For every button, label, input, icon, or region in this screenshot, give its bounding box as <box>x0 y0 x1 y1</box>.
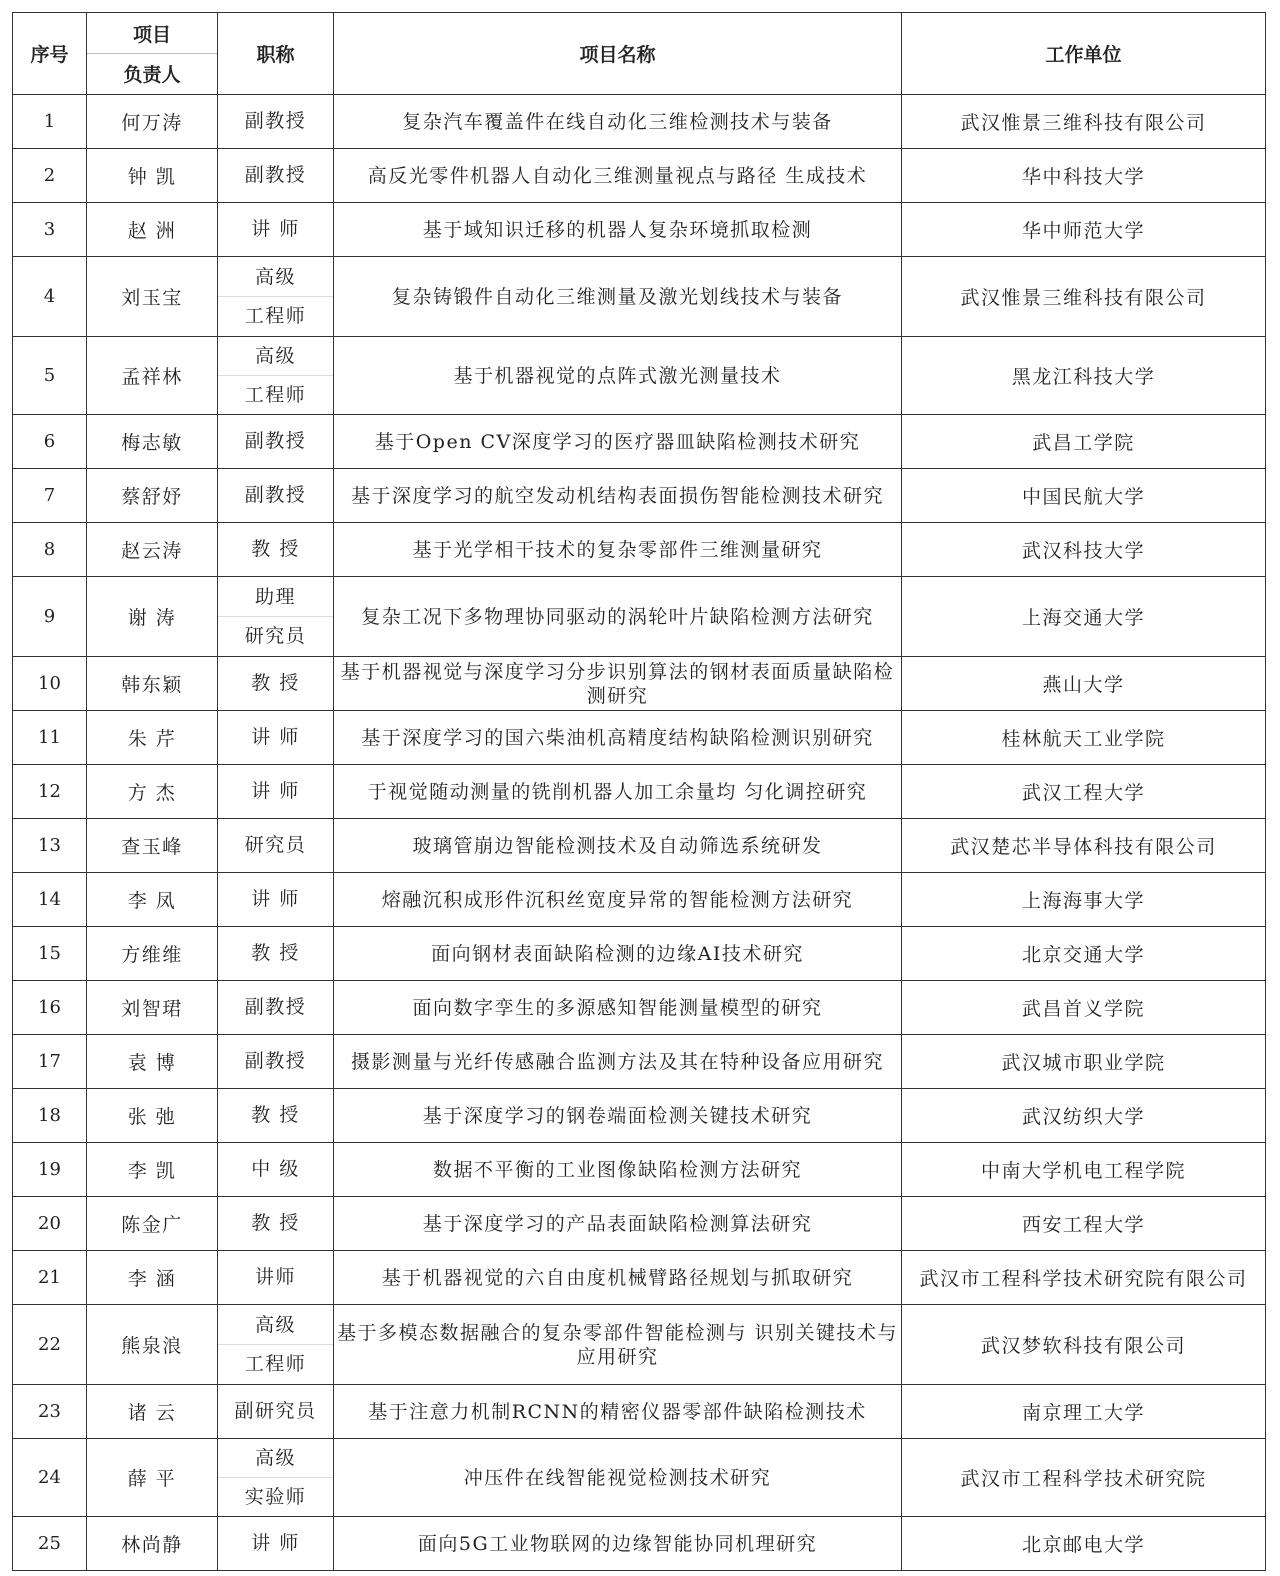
row-number: 3 <box>13 203 87 257</box>
project-name: 基于深度学习的钢卷端面检测关键技术研究 <box>334 1089 902 1143</box>
row-number: 7 <box>13 469 87 523</box>
table-row <box>13 1035 1266 1089</box>
row-number: 8 <box>13 523 87 577</box>
leader-name: 蔡舒妤 <box>87 469 218 523</box>
header-leader <box>87 13 218 95</box>
leader-name: 熊泉浪 <box>87 1305 218 1385</box>
project-name: 基于Open CV深度学习的医疗器皿缺陷检测技术研究 <box>334 415 902 469</box>
work-unit: 武汉城市职业学院 <box>902 1035 1266 1089</box>
project-name: 基于深度学习的航空发动机结构表面损伤智能检测技术研究 <box>334 469 902 523</box>
header-leader-line2: 负责人 <box>123 64 181 87</box>
project-name: 面向5G工业物联网的边缘智能协同机理研究 <box>334 1517 902 1571</box>
project-name: 基于多模态数据融合的复杂零部件智能检测与 识别关键技术与应用研究 <box>334 1305 902 1385</box>
leader-name: 钟 凯 <box>87 149 218 203</box>
project-name: 冲压件在线智能视觉检测技术研究 <box>334 1439 902 1517</box>
leader-name: 赵云涛 <box>87 523 218 577</box>
job-title: 副教授 <box>218 981 334 1035</box>
leader-name: 方维维 <box>87 927 218 981</box>
work-unit: 西安工程大学 <box>902 1197 1266 1251</box>
job-title: 教 授 <box>218 523 334 577</box>
work-unit: 武昌工学院 <box>902 415 1266 469</box>
row-number: 24 <box>13 1439 87 1517</box>
job-title-line: 工程师 <box>244 1353 307 1375</box>
table-row <box>13 981 1266 1035</box>
table-row <box>13 1385 1266 1439</box>
leader-name: 李 涵 <box>87 1251 218 1305</box>
job-title-line: 助理 <box>218 578 333 617</box>
work-unit: 武汉惟景三维科技有限公司 <box>902 257 1266 337</box>
table-row <box>13 203 1266 257</box>
work-unit: 上海交通大学 <box>902 577 1266 657</box>
work-unit: 武汉惟景三维科技有限公司 <box>902 95 1266 149</box>
table-row <box>13 95 1266 149</box>
leader-name: 陈金广 <box>87 1197 218 1251</box>
job-title-line: 工程师 <box>244 305 307 327</box>
table-row <box>13 149 1266 203</box>
work-unit: 武汉梦软科技有限公司 <box>902 1305 1266 1385</box>
project-name: 基于光学相干技术的复杂零部件三维测量研究 <box>334 523 902 577</box>
project-name: 复杂铸锻件自动化三维测量及激光划线技术与装备 <box>334 257 902 337</box>
project-name: 摄影测量与光纤传感融合监测方法及其在特种设备应用研究 <box>334 1035 902 1089</box>
project-name: 数据不平衡的工业图像缺陷检测方法研究 <box>334 1143 902 1197</box>
job-title: 讲 师 <box>218 765 334 819</box>
work-unit: 北京交通大学 <box>902 927 1266 981</box>
project-name: 基于机器视觉的六自由度机械臂路径规划与抓取研究 <box>334 1251 902 1305</box>
leader-name: 查玉峰 <box>87 819 218 873</box>
job-title: 讲 师 <box>218 711 334 765</box>
header-no: 序号 <box>13 13 87 95</box>
work-unit: 北京邮电大学 <box>902 1517 1266 1571</box>
job-title: 教 授 <box>218 657 334 711</box>
job-title-line: 高级 <box>218 1306 333 1345</box>
project-table <box>12 12 1266 1571</box>
leader-name: 刘玉宝 <box>87 257 218 337</box>
row-number: 10 <box>13 657 87 711</box>
table-row <box>13 1439 1266 1517</box>
row-number: 1 <box>13 95 87 149</box>
leader-name: 孟祥林 <box>87 337 218 415</box>
job-title: 教 授 <box>218 1197 334 1251</box>
project-name: 高反光零件机器人自动化三维测量视点与路径 生成技术 <box>334 149 902 203</box>
job-title: 讲 师 <box>218 1517 334 1571</box>
leader-name: 诸 云 <box>87 1385 218 1439</box>
project-name: 基于机器视觉与深度学习分步识别算法的钢材表面质量缺陷检测研究 <box>334 657 902 711</box>
job-title <box>218 577 334 657</box>
header-row <box>13 13 1266 95</box>
work-unit: 武汉工程大学 <box>902 765 1266 819</box>
leader-name: 张 弛 <box>87 1089 218 1143</box>
header-unit: 工作单位 <box>902 13 1266 95</box>
project-name: 复杂汽车覆盖件在线自动化三维检测技术与装备 <box>334 95 902 149</box>
leader-name: 赵 洲 <box>87 203 218 257</box>
job-title-line: 高级 <box>218 258 333 297</box>
leader-name: 李 凤 <box>87 873 218 927</box>
job-title <box>218 1305 334 1385</box>
row-number: 12 <box>13 765 87 819</box>
leader-name: 朱 芹 <box>87 711 218 765</box>
table-row <box>13 927 1266 981</box>
job-title-line: 研究员 <box>244 625 307 647</box>
project-name: 基于机器视觉的点阵式激光测量技术 <box>334 337 902 415</box>
row-number: 19 <box>13 1143 87 1197</box>
job-title: 副教授 <box>218 149 334 203</box>
row-number: 2 <box>13 149 87 203</box>
job-title: 教 授 <box>218 1089 334 1143</box>
project-name: 玻璃管崩边智能检测技术及自动筛选系统研发 <box>334 819 902 873</box>
work-unit: 武汉纺织大学 <box>902 1089 1266 1143</box>
row-number: 20 <box>13 1197 87 1251</box>
job-title: 副教授 <box>218 1035 334 1089</box>
job-title <box>218 1439 334 1517</box>
job-title: 讲 师 <box>218 873 334 927</box>
table-row <box>13 523 1266 577</box>
project-name: 于视觉随动测量的铣削机器人加工余量均 匀化调控研究 <box>334 765 902 819</box>
table-row <box>13 1305 1266 1385</box>
header-project: 项目名称 <box>334 13 902 95</box>
job-title: 讲 师 <box>218 203 334 257</box>
table-row <box>13 873 1266 927</box>
work-unit: 中国民航大学 <box>902 469 1266 523</box>
work-unit: 上海海事大学 <box>902 873 1266 927</box>
leader-name: 方 杰 <box>87 765 218 819</box>
row-number: 14 <box>13 873 87 927</box>
job-title: 副教授 <box>218 469 334 523</box>
row-number: 5 <box>13 337 87 415</box>
row-number: 17 <box>13 1035 87 1089</box>
work-unit: 武汉科技大学 <box>902 523 1266 577</box>
table-row <box>13 415 1266 469</box>
project-name: 复杂工况下多物理协同驱动的涡轮叶片缺陷检测方法研究 <box>334 577 902 657</box>
table-row <box>13 711 1266 765</box>
job-title <box>218 257 334 337</box>
row-number: 23 <box>13 1385 87 1439</box>
table-row <box>13 1197 1266 1251</box>
row-number: 21 <box>13 1251 87 1305</box>
leader-name: 韩东颖 <box>87 657 218 711</box>
leader-name: 梅志敏 <box>87 415 218 469</box>
row-number: 22 <box>13 1305 87 1385</box>
work-unit: 武昌首义学院 <box>902 981 1266 1035</box>
table-body <box>13 95 1266 1571</box>
leader-name: 刘智珺 <box>87 981 218 1035</box>
row-number: 25 <box>13 1517 87 1571</box>
table-row <box>13 765 1266 819</box>
row-number: 4 <box>13 257 87 337</box>
table-row <box>13 469 1266 523</box>
work-unit: 黑龙江科技大学 <box>902 337 1266 415</box>
job-title: 副教授 <box>218 415 334 469</box>
leader-name: 薛 平 <box>87 1439 218 1517</box>
job-title: 中 级 <box>218 1143 334 1197</box>
work-unit: 武汉市工程科学技术研究院 <box>902 1439 1266 1517</box>
work-unit: 南京理工大学 <box>902 1385 1266 1439</box>
table-row <box>13 1143 1266 1197</box>
row-number: 16 <box>13 981 87 1035</box>
header-title: 职称 <box>218 13 334 95</box>
work-unit: 武汉楚芯半导体科技有限公司 <box>902 819 1266 873</box>
project-name: 基于域知识迁移的机器人复杂环境抓取检测 <box>334 203 902 257</box>
table-row <box>13 1089 1266 1143</box>
header-leader-line1: 项目 <box>87 14 217 55</box>
work-unit: 武汉市工程科学技术研究院有限公司 <box>902 1251 1266 1305</box>
job-title: 副教授 <box>218 95 334 149</box>
leader-name: 谢 涛 <box>87 577 218 657</box>
job-title-line: 工程师 <box>244 384 307 406</box>
project-name: 面向钢材表面缺陷检测的边缘AI技术研究 <box>334 927 902 981</box>
table-row <box>13 257 1266 337</box>
project-name: 基于深度学习的国六柴油机高精度结构缺陷检测识别研究 <box>334 711 902 765</box>
work-unit: 华中师范大学 <box>902 203 1266 257</box>
work-unit: 燕山大学 <box>902 657 1266 711</box>
table-row <box>13 819 1266 873</box>
job-title-line: 实验师 <box>244 1486 307 1508</box>
job-title: 讲师 <box>218 1251 334 1305</box>
leader-name: 何万涛 <box>87 95 218 149</box>
project-name: 熔融沉积成形件沉积丝宽度异常的智能检测方法研究 <box>334 873 902 927</box>
work-unit: 桂林航天工业学院 <box>902 711 1266 765</box>
table-row <box>13 1517 1266 1571</box>
table-row <box>13 577 1266 657</box>
table-row <box>13 1251 1266 1305</box>
project-name: 基于深度学习的产品表面缺陷检测算法研究 <box>334 1197 902 1251</box>
row-number: 11 <box>13 711 87 765</box>
leader-name: 袁 博 <box>87 1035 218 1089</box>
row-number: 15 <box>13 927 87 981</box>
table-row <box>13 337 1266 415</box>
job-title-line: 高级 <box>218 1439 333 1478</box>
table-row <box>13 657 1266 711</box>
row-number: 13 <box>13 819 87 873</box>
row-number: 18 <box>13 1089 87 1143</box>
row-number: 9 <box>13 577 87 657</box>
row-number: 6 <box>13 415 87 469</box>
work-unit: 中南大学机电工程学院 <box>902 1143 1266 1197</box>
project-name: 基于注意力机制RCNN的精密仪器零部件缺陷检测技术 <box>334 1385 902 1439</box>
job-title: 研究员 <box>218 819 334 873</box>
work-unit: 华中科技大学 <box>902 149 1266 203</box>
leader-name: 李 凯 <box>87 1143 218 1197</box>
job-title: 副研究员 <box>218 1385 334 1439</box>
job-title <box>218 337 334 415</box>
project-name: 面向数字孪生的多源感知智能测量模型的研究 <box>334 981 902 1035</box>
job-title: 教 授 <box>218 927 334 981</box>
job-title-line: 高级 <box>218 337 333 376</box>
leader-name: 林尚静 <box>87 1517 218 1571</box>
